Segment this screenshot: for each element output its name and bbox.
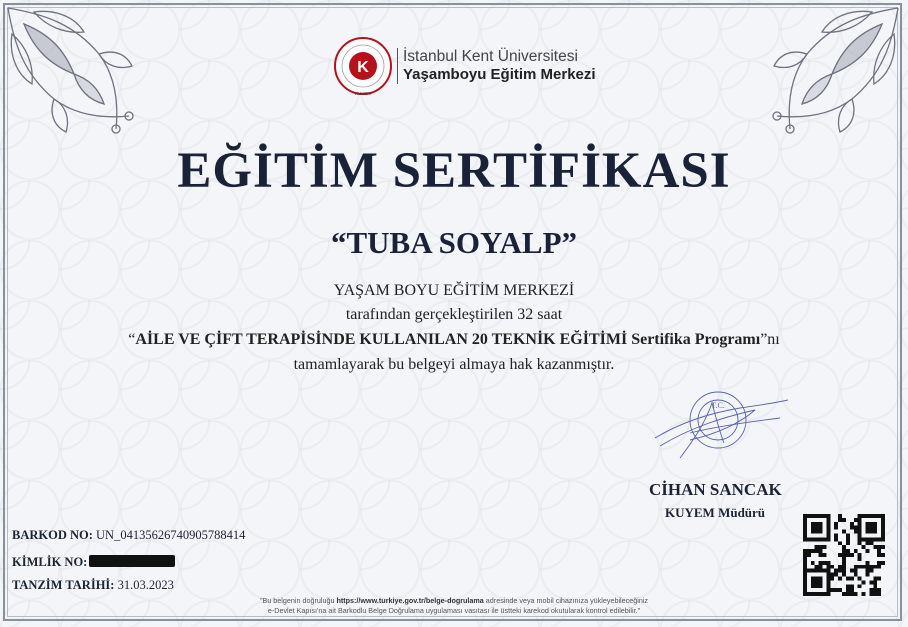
id-label: KİMLİK NO:	[12, 555, 88, 569]
issuer-line: YAŞAM BOYU EĞİTİM MERKEZİ	[333, 282, 575, 299]
footnote-post: adresinde veya mobil cihazınıza yükleyebileceğiniz	[483, 596, 649, 605]
center-name: Yaşamboyu Eğitim Merkezi	[403, 66, 596, 83]
program-open-quote: “	[128, 331, 136, 348]
id-redacted-bar	[89, 555, 175, 567]
barcode-value: UN_04135626740905788414	[96, 528, 246, 542]
date-value: 31.03.2023	[117, 578, 174, 592]
certificate-title: EĞİTİM SERTİFİKASI	[177, 143, 731, 199]
university-logo	[333, 33, 596, 99]
corner-ornament-top-right	[767, 4, 902, 139]
program-name: AİLE VE ÇİFT TERAPİSİNDE KULLANILAN 20 TEKNİK EĞİTİMİ Sertifika Programı	[135, 331, 761, 348]
footnote-pre: "Bu belgenin doğruluğu	[259, 596, 337, 605]
signatory-name: CİHAN SANCAK	[649, 480, 782, 499]
seal-bottom-text: KUYEM	[354, 91, 372, 96]
footnote-line-2: e-Devlet Kapısı'na ait Barkodlu Belge Doğrulama uygulaması vasıtası ile üstteki karekod okutularak kontrol edilebilir."	[267, 606, 641, 615]
verification-footnote	[0, 596, 908, 616]
date-label: TANZİM TARİHİ:	[12, 578, 115, 592]
footnote-line-1	[0, 596, 908, 606]
recipient-name: “TUBA SOYALP”	[330, 225, 578, 260]
id-row	[12, 555, 175, 570]
duration-line: tarafından gerçekleştirilen 32 saat	[345, 306, 563, 323]
program-close-quote: ”nı	[760, 331, 780, 348]
completion-line: tamamlayarak bu belgeyi almaya hak kazanmıştır.	[293, 356, 615, 373]
program-line	[0, 331, 908, 349]
university-seal-icon	[333, 33, 393, 99]
stamp-text: T.C.	[711, 401, 725, 410]
verification-url: https://www.turkiye.gov.tr/belge-dogrulama	[336, 596, 484, 605]
university-name: İstanbul Kent Üniversitesi	[403, 48, 578, 65]
corner-ornament-top-left	[4, 4, 139, 139]
barcode-label: BARKOD NO:	[12, 528, 93, 542]
signatory-role: KUYEM Müdürü	[665, 505, 766, 520]
official-stamp-signature	[650, 388, 790, 468]
verification-qr-code[interactable]	[803, 514, 885, 596]
seal-letter: K	[357, 59, 369, 76]
date-row	[12, 578, 174, 593]
barcode-row	[12, 528, 245, 543]
